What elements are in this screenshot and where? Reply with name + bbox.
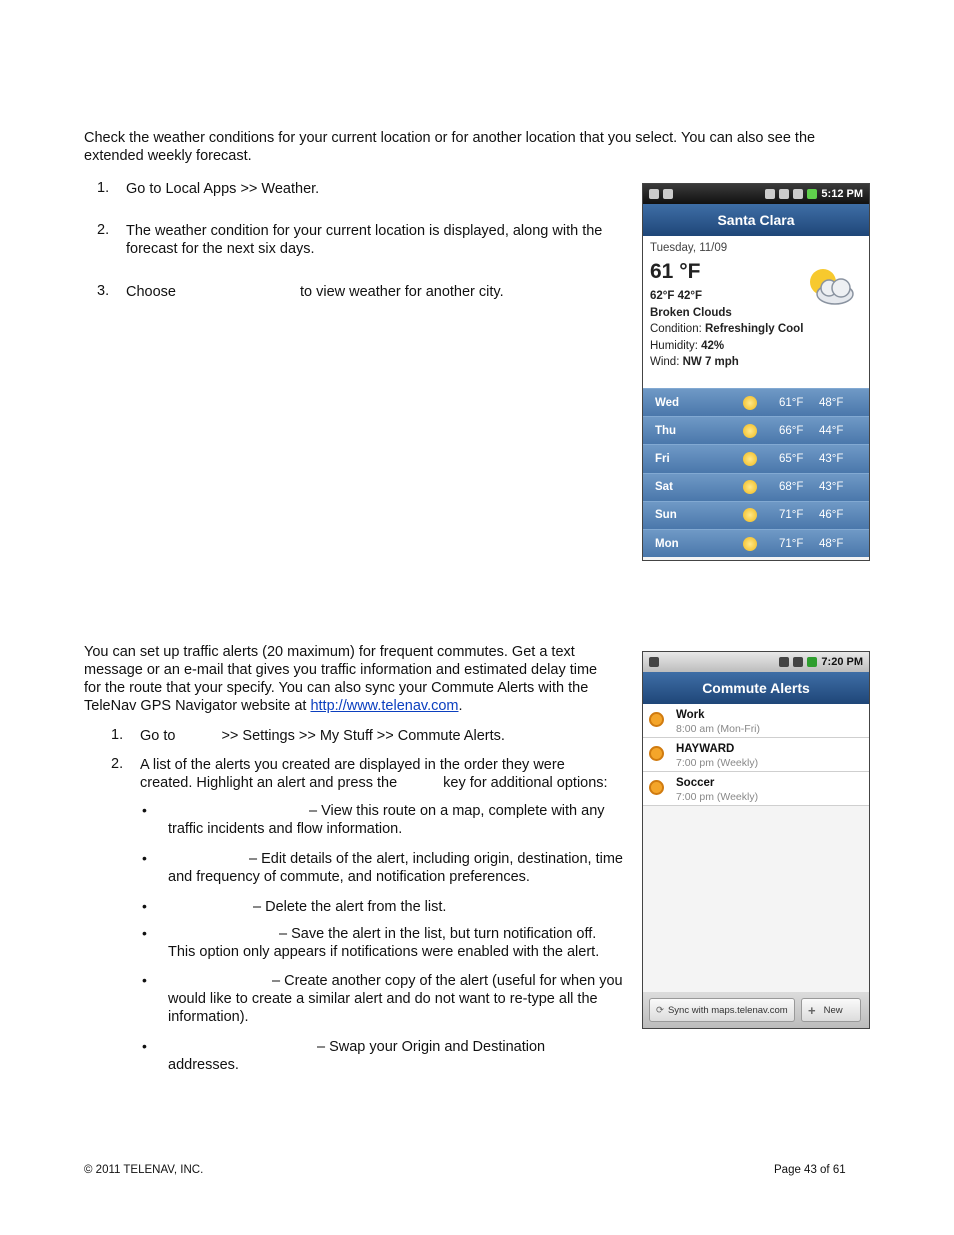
sun-icon <box>743 396 757 410</box>
bullet-text-3: – Delete the alert from the list. <box>253 899 447 915</box>
footer-page-number: Page 43 of 61 <box>774 1164 846 1176</box>
sun-icon <box>743 480 757 494</box>
bullet-text-5: – Create another copy of the alert (useful for when you would like to create a similar alert and do not want to re-type all the information). <box>168 973 623 1025</box>
bullet-1: • <box>142 802 147 818</box>
condition-short: Broken Clouds <box>650 306 732 319</box>
telenav-link[interactable]: http://www.telenav.com <box>310 698 459 714</box>
alarm-clock-icon <box>649 712 664 727</box>
network-icon <box>779 657 789 667</box>
sun-icon <box>743 452 757 466</box>
battery-icon <box>807 189 817 199</box>
commute-step-1: 1. Go to >> Settings >> My Stuff >> Commute Alerts. <box>111 727 505 744</box>
bullet-5: • <box>142 972 147 988</box>
forecast-row: Thu 66°F 44°F <box>643 416 869 444</box>
forecast-row: Fri 65°F 43°F <box>643 444 869 472</box>
status-bar <box>643 652 869 672</box>
commute-alerts-screenshot <box>642 651 870 1029</box>
bullet-3: • <box>142 898 147 914</box>
battery-icon <box>807 657 817 667</box>
weather-step-3: 3. Choose to view weather for another city. <box>97 283 504 300</box>
alert-icon <box>649 189 659 199</box>
alarm-clock-icon <box>649 746 664 761</box>
bullet-text-4: – Save the alert in the list, but turn notification off. This option only appears if notifications were enabled with the alert. <box>168 926 600 960</box>
forecast-row: Mon 71°F 48°F <box>643 529 869 557</box>
sun-icon <box>743 424 757 438</box>
commute-step-2: 2. A list of the alerts you created are displayed in the order they were created. Highlight an alert and press the key for additional options: <box>111 756 608 791</box>
bullet-2: • <box>142 850 147 866</box>
sync-icon: ⟳ <box>656 1004 664 1016</box>
bullet-text-2: – Edit details of the alert, including origin, destination, time and frequency of commute, and notification preferences. <box>168 851 623 885</box>
status-time: 5:12 PM <box>821 188 863 200</box>
sun-icon <box>743 508 757 522</box>
signal-icon <box>793 189 803 199</box>
alarm-clock-icon <box>649 780 664 795</box>
alert-item[interactable]: HAYWARD 7:00 pm (Weekly) <box>643 738 869 772</box>
bullet-text-6: – Swap your Origin and Destination addresses. <box>168 1039 546 1073</box>
alert-item[interactable]: Soccer 7:00 pm (Weekly) <box>643 772 869 806</box>
bullet-4: • <box>142 925 147 941</box>
gps-icon <box>765 189 775 199</box>
alert-item[interactable]: Work 8:00 am (Mon-Fri) <box>643 704 869 738</box>
forecast-list <box>643 388 869 557</box>
weather-screenshot <box>642 183 870 561</box>
bottom-toolbar <box>643 992 869 1028</box>
current-temp: 61 °F <box>650 260 701 283</box>
screen-title: Commute Alerts <box>643 672 869 704</box>
forecast-row: Sat 68°F 43°F <box>643 473 869 501</box>
sync-button[interactable]: ⟳ Sync with maps.telenav.com <box>649 998 795 1022</box>
date: Tuesday, 11/09 <box>650 242 728 254</box>
plus-icon: + <box>808 1002 816 1018</box>
signal-icon <box>793 657 803 667</box>
humidity-row: Humidity: 42% <box>650 339 725 352</box>
status-bar <box>643 184 869 204</box>
bullet-text-1: – View this route on a map, complete with any traffic incidents and flow information. <box>168 803 605 837</box>
screen-title: Santa Clara <box>643 204 869 236</box>
bullet-6: • <box>142 1038 147 1054</box>
partly-cloudy-icon <box>805 266 855 306</box>
status-time: 7:20 PM <box>821 656 863 668</box>
forecast-row: Sun 71°F 46°F <box>643 501 869 529</box>
commute-intro: You can set up traffic alerts (20 maximum) for frequent commutes. Get a text message or an e-mail that gives you traffic information and estimated delay time for the route that your specify. You can also sync your Commute Alerts with the TeleNav GPS Navigator website at http://www.telenav.com. <box>84 644 598 714</box>
sun-icon <box>743 537 757 551</box>
weather-step-1: 1. Go to Local Apps >> Weather. <box>97 180 320 197</box>
footer-copyright: © 2011 TELENAV, INC. <box>84 1164 204 1176</box>
weather-intro: Check the weather conditions for your current location or for another location that you select. You can also see the extended weekly forecast. <box>84 130 816 164</box>
new-button[interactable]: + New <box>801 998 861 1022</box>
hi-lo: 62°F 42°F <box>650 290 703 302</box>
forecast-row: Wed 61°F 48°F <box>643 388 869 416</box>
download-icon <box>649 657 659 667</box>
wind-row: Wind: NW 7 mph <box>650 356 739 368</box>
bluetooth-icon <box>779 189 789 199</box>
weather-step-2: 2. The weather condition for your current location is displayed, along with the forecast for the next six days. <box>97 222 603 257</box>
alert-list <box>643 704 869 806</box>
current-conditions <box>643 236 869 388</box>
usb-icon <box>663 189 673 199</box>
condition-row: Condition: Refreshingly Cool <box>650 323 804 335</box>
